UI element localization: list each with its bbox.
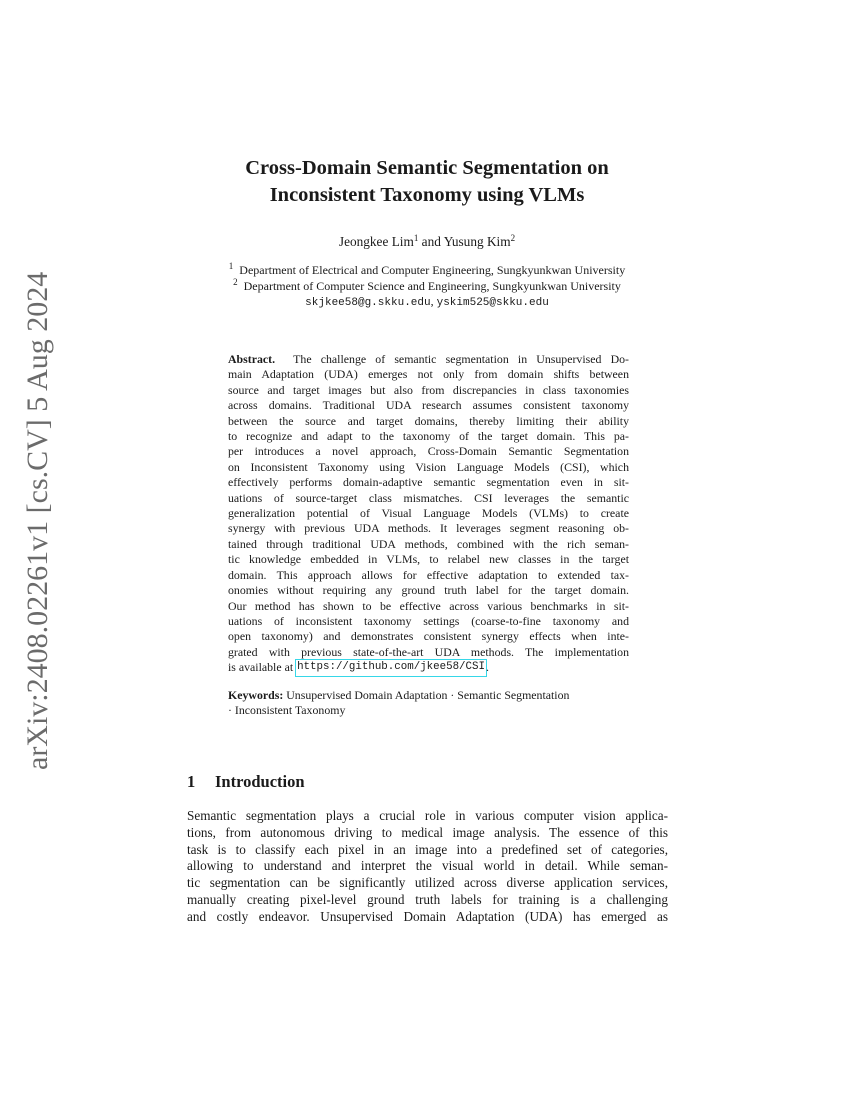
abstract-line-text: open taxonomy) and demonstrates consistent synergy effects when inte- [228,629,629,644]
abstract [228,352,629,676]
keywords-label: Keywords: [228,688,284,702]
email-1[interactable]: skjkee58@g.skku.edu [305,297,431,309]
affiliation-2 [150,276,704,295]
author-1: Jeongkee Lim [338,234,414,249]
body-line: tions, from autonomous driving to medical image analysis. The essence of this [187,824,668,840]
abstract-line-text: source and target images but also from discrepancies in class taxonomies [228,382,629,397]
title-line-2: Inconsistent Taxonomy using VLMs [269,184,585,206]
body-line: Semantic segmentation plays a crucial role in various computer vision applica- [187,808,668,823]
abstract-line-text: on Inconsistent Taxonomy using Vision Language Models (CSI), which [228,459,629,474]
email-separator: , [430,294,437,308]
arxiv-identifier: arXiv:2408.02261v1 [cs.CV] 5 Aug 2024 [21,271,54,770]
abstract-line [228,506,629,521]
affiliation-1-mark: 1 [228,261,234,271]
abstract-line-text: onomies without requiring any ground truth label for the target domain. [228,583,629,598]
keywords-line-2: · Inconsistent Taxonomy [228,703,346,718]
body-line: tic segmentation can be significantly utilized across diverse application services, [187,875,668,891]
body-line: allowing to understand and interpret the visual world in detail. While seman- [187,858,668,874]
abstract-line [228,645,629,660]
abstract-line [228,414,629,429]
abstract-line-text: tained through traditional UDA methods, combined with the rich seman- [228,536,629,551]
author-list [150,233,704,250]
abstract-last-line [228,660,629,675]
keywords [228,688,629,719]
section-heading [187,772,305,792]
body-line: task is to classify each pixel in an image into a predefined set of categories, [187,841,668,857]
abstract-line-text: uations of inconsistent taxonomy settings (coarse-to-fine taxonomy and [228,613,629,628]
abstract-line-text: between the source and target domains, thereby limiting their ability [228,413,629,428]
email-2[interactable]: yskim525@skku.edu [436,297,549,309]
author-1-affil-mark: 1 [413,233,419,243]
email-line [150,294,704,312]
paper-title [150,155,704,209]
abstract-line-text: uations of source-target class mismatches. CSI leverages the semantic [228,490,629,505]
affiliation-2-mark: 2 [233,276,238,287]
abstract-line-text: domain. This approach allows for effective adaptation to extended tax- [228,567,629,582]
section-number: 1 [187,772,196,791]
abstract-line [228,537,629,552]
abstract-line-text: to recognize and adapt to the taxonomy of the target domain. This pa- [228,429,629,444]
abstract-line [228,383,629,398]
abstract-line-text: per introduces a novel approach, Cross-Domain Semantic Segmentation [228,444,629,459]
abstract-line [228,460,629,475]
author-2-affil-mark: 2 [510,233,516,243]
abstract-line-text: grated with previous state-of-the-art UDA methods. The implementation [228,644,629,659]
abstract-line-text: The challenge of semantic segmentation in Unsupervised Do- [293,352,629,366]
abstract-last-line-prefix: is available at [228,660,297,675]
abstract-line [228,429,629,444]
body-line: and costly endeavor. Unsupervised Domain Adaptation (UDA) has emerged as [187,908,668,924]
abstract-line [228,552,629,567]
abstract-line [228,599,629,614]
keywords-text-1: Unsupervised Domain Adaptation · Semantic Segmentation [286,688,570,702]
abstract-line [228,398,629,413]
abstract-line [228,521,629,536]
section-title: Introduction [215,772,305,791]
abstract-line-text: generalization potential of Visual Language Models (VLMs) to create [228,506,629,521]
abstract-line-text: main Adaptation (UDA) emerges not only from domain shifts between [228,367,629,382]
affiliation-1-text: Department of Electrical and Computer Engineering, Sungkyunkwan University [239,263,626,277]
abstract-last-line-suffix: . [485,660,489,675]
abstract-line [228,629,629,644]
keywords-line-1 [228,688,629,703]
abstract-line [228,583,629,598]
abstract-line-text: tic knowledge embedded in VLMs, to relabel new classes in the target [228,552,629,567]
abstract-label: Abstract. [228,352,276,366]
abstract-line [228,367,629,382]
author-2: Yusung Kim [443,234,511,249]
affiliation-2-text: Department of Computer Science and Engineering, Sungkyunkwan University [243,278,621,293]
title-line-1: Cross-Domain Semantic Segmentation on [245,157,609,179]
abstract-line [228,444,629,459]
abstract-line-text: across domains. Traditional UDA research assumes consistent taxonomy [228,398,629,413]
abstract-line-text: synergy with previous UDA methods. It leverages segment reasoning ob- [228,521,629,536]
abstract-line [228,568,629,583]
abstract-line [228,475,629,490]
affiliations [150,263,704,312]
abstract-line-text: effectively performs domain-adaptive semantic segmentation even in sit- [228,475,629,490]
code-repository-link[interactable]: https://github.com/jkee58/CSI [296,660,486,675]
introduction-body [187,808,668,926]
abstract-line [228,491,629,506]
author-connector: and [418,234,444,249]
abstract-line-text: Our method has shown to be effective across various benchmarks in sit- [228,598,629,613]
abstract-line [228,352,629,367]
abstract-line [228,614,629,629]
body-line: manually creating pixel-level ground truth labels for training is a challenging [187,891,668,907]
